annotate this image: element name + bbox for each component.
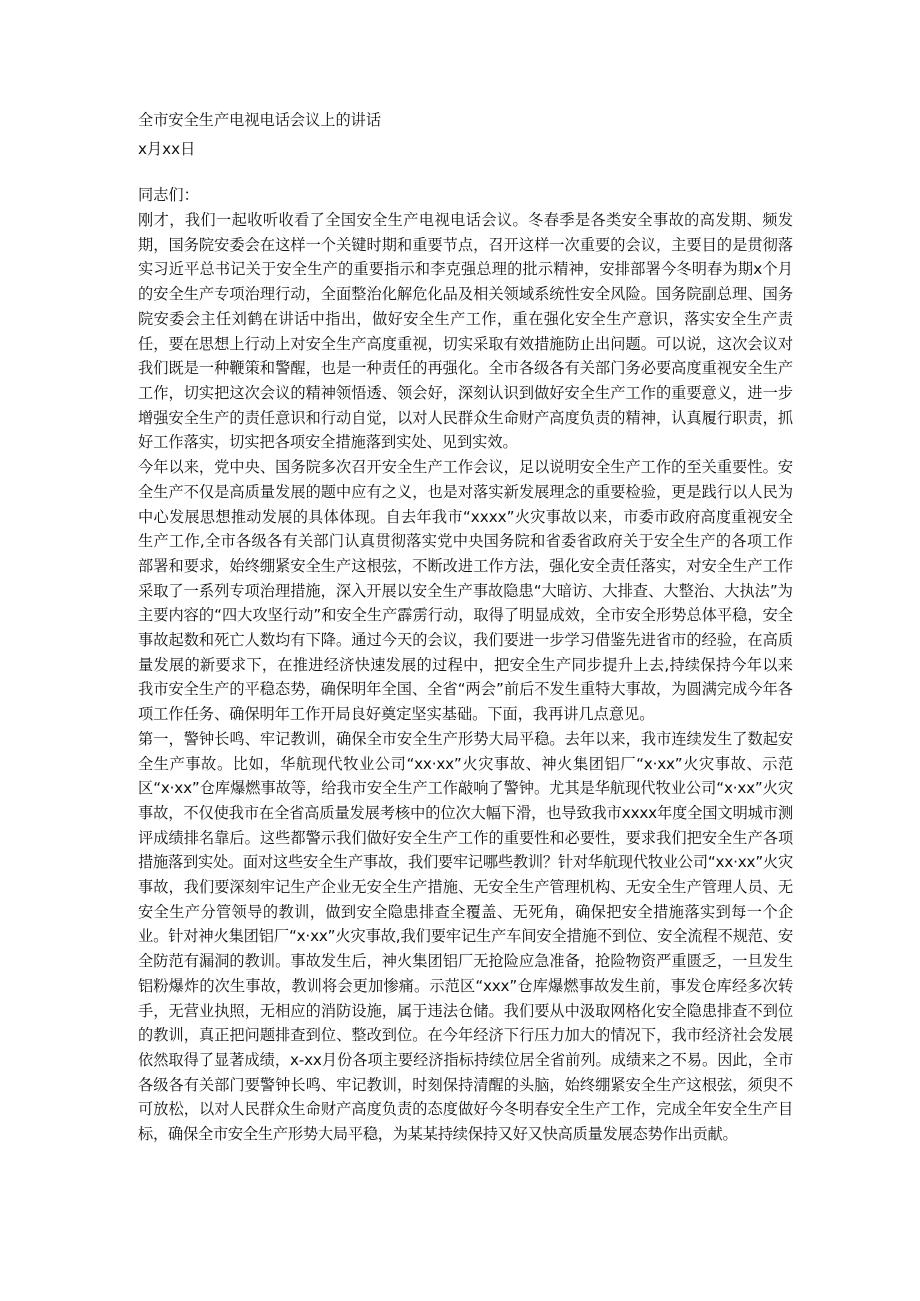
document-title: 全市安全生产电视电话会议上的讲话 (138, 111, 381, 129)
paragraph-situation: 今年以来，党中央、国务院多次召开安全生产工作会议，足以说明安全生产工作的至关重要性。安全生产不仅是高质量发展的题中应有之义，也是对落实新发展理念的重要检验，更是践行以人民为中心发展思想推动发展的具体体现。自去年我市“xxxx”火灾事故以来，市委市政府高度重视安全生产工作,全市各级各有关部门认真贯彻落实党中央国务院和省委省政府关于安全生产的各项工作部署和要求，始终绷紧安全生产这根弦，不断改进工作方法，强化安全责任落实，对安全生产工作采取了一系列专项治理措施，深入开展以安全生产事故隐患“大暗访、大排查、大整治、大执法”为主要内容的“四大攻坚行动”和安全生产霹雳行动，取得了明显成效，全市安全形势总体平稳，安全事故起数和死亡人数均有下降。通过今天的会议，我们要进一步学习借鉴先进省市的经验，在高质量发展的新要求下，在推进经济快速发展的过程中，把安全生产同步提升上去,持续保持今年以来我市安全生产的平稳态势，确保明年全国、全省“两会”前后不发生重特大事故，为圆满完成今年各项工作任务、确保明年工作开局良好奠定坚实基础。下面，我再讲几点意见。 (138, 458, 793, 724)
paragraph-intro: 刚才，我们一起收听收看了全国安全生产电视电话会议。冬春季是各类安全事故的高发期、频发期，国务院安委会在这样一个关键时期和重要节点，召开这样一次重要的会议，主要目的是贯彻落实习近平总书记关于安全生产的重要指示和李克强总理的批示精神，安排部署今冬明春为期x个月的安全生产专项治理行动，全面整治化解危化品及相关领域系统性安全风险。国务院副总理、国务院安委会主任刘鹤在讲话中指出，做好安全生产工作，重在强化安全生产意识，落实安全生产责任，要在思想上行动上对安全生产高度重视，切实采取有效措施防止出问题。可以说，这次会议对我们既是一种鞭策和警醒，也是一种责任的再强化。全市各级各有关部门务必要高度重视安全生产工作，切实把这次会议的精神领悟透、领会好，深刻认识到做好安全生产工作的重要意义，进一步增强安全生产的责任意识和行动自觉，以对人民群众生命财产高度负责的精神，认真履行职责，抓好工作落实，切实把各项安全措施落到实处、见到实效。 (138, 211, 793, 452)
paragraph-point-one: 第一，警钟长鸣、牢记教训，确保全市安全生产形势大局平稳。去年以来，我市连续发生了数起安全生产事故。比如，华航现代牧业公司“xx·xx”火灾事故、神火集团铝厂“x·xx”火灾事故、示范区“x·xx”仓库爆燃事故等，给我市安全生产工作敲响了警钟。尤其是华航现代牧业公司“x·xx”火灾事故，不仅使我市在全省高质量发展考核中的位次大幅下滑，也导致我市xxxx年度全国文明城市测评成绩排名靠后。这些都警示我们做好安全生产工作的重要性和必要性，要求我们把安全生产各项措施落到实处。面对这些安全生产事故，我们要牢记哪些教训？针对华航现代牧业公司“xx·xx”火灾事故，我们要深刻牢记生产企业无安全生产措施、无安全生产管理机构、无安全生产管理人员、无安全生产分管领导的教训，做到安全隐患排查全覆盖、无死角，确保把安全措施落实到每一个企业。针对神火集团铝厂“x·xx”火灾事故,我们要牢记生产车间安全措施不到位、安全流程不规范、安全防范有漏洞的教训。事故发生后，神火集团铝厂无抢险应急准备，抢险物资严重匮乏，一旦发生铝粉爆炸的次生事故，教训将会更加惨痛。示范区“xxx”仓库爆燃事故发生前，事发仓库经多次转手，无营业执照，无相应的消防设施，属于违法仓储。我们要从中汲取网格化安全隐患排查不到位的教训，真正把问题排查到位、整改到位。在今年经济下行压力加大的情况下，我市经济社会发展依然取得了显著成绩，x-xx月份各项主要经济指标持续位居全省前列。成绩来之不易。因此，全市各级各有关部门要警钟长鸣、牢记教训，时刻保持清醒的头脑，始终绷紧安全生产这根弦，须臾不可放松，以对人民群众生命财产高度负责的态度做好今冬明春安全生产工作，完成全年安全生产目标，确保全市安全生产形势大局平稳，为某某持续保持又好又快高质量发展态势作出贡献。 (138, 729, 793, 1144)
document-body (138, 108, 793, 1147)
greeting: 同志们： (138, 186, 199, 205)
document-date: x月xx日 (138, 139, 196, 158)
